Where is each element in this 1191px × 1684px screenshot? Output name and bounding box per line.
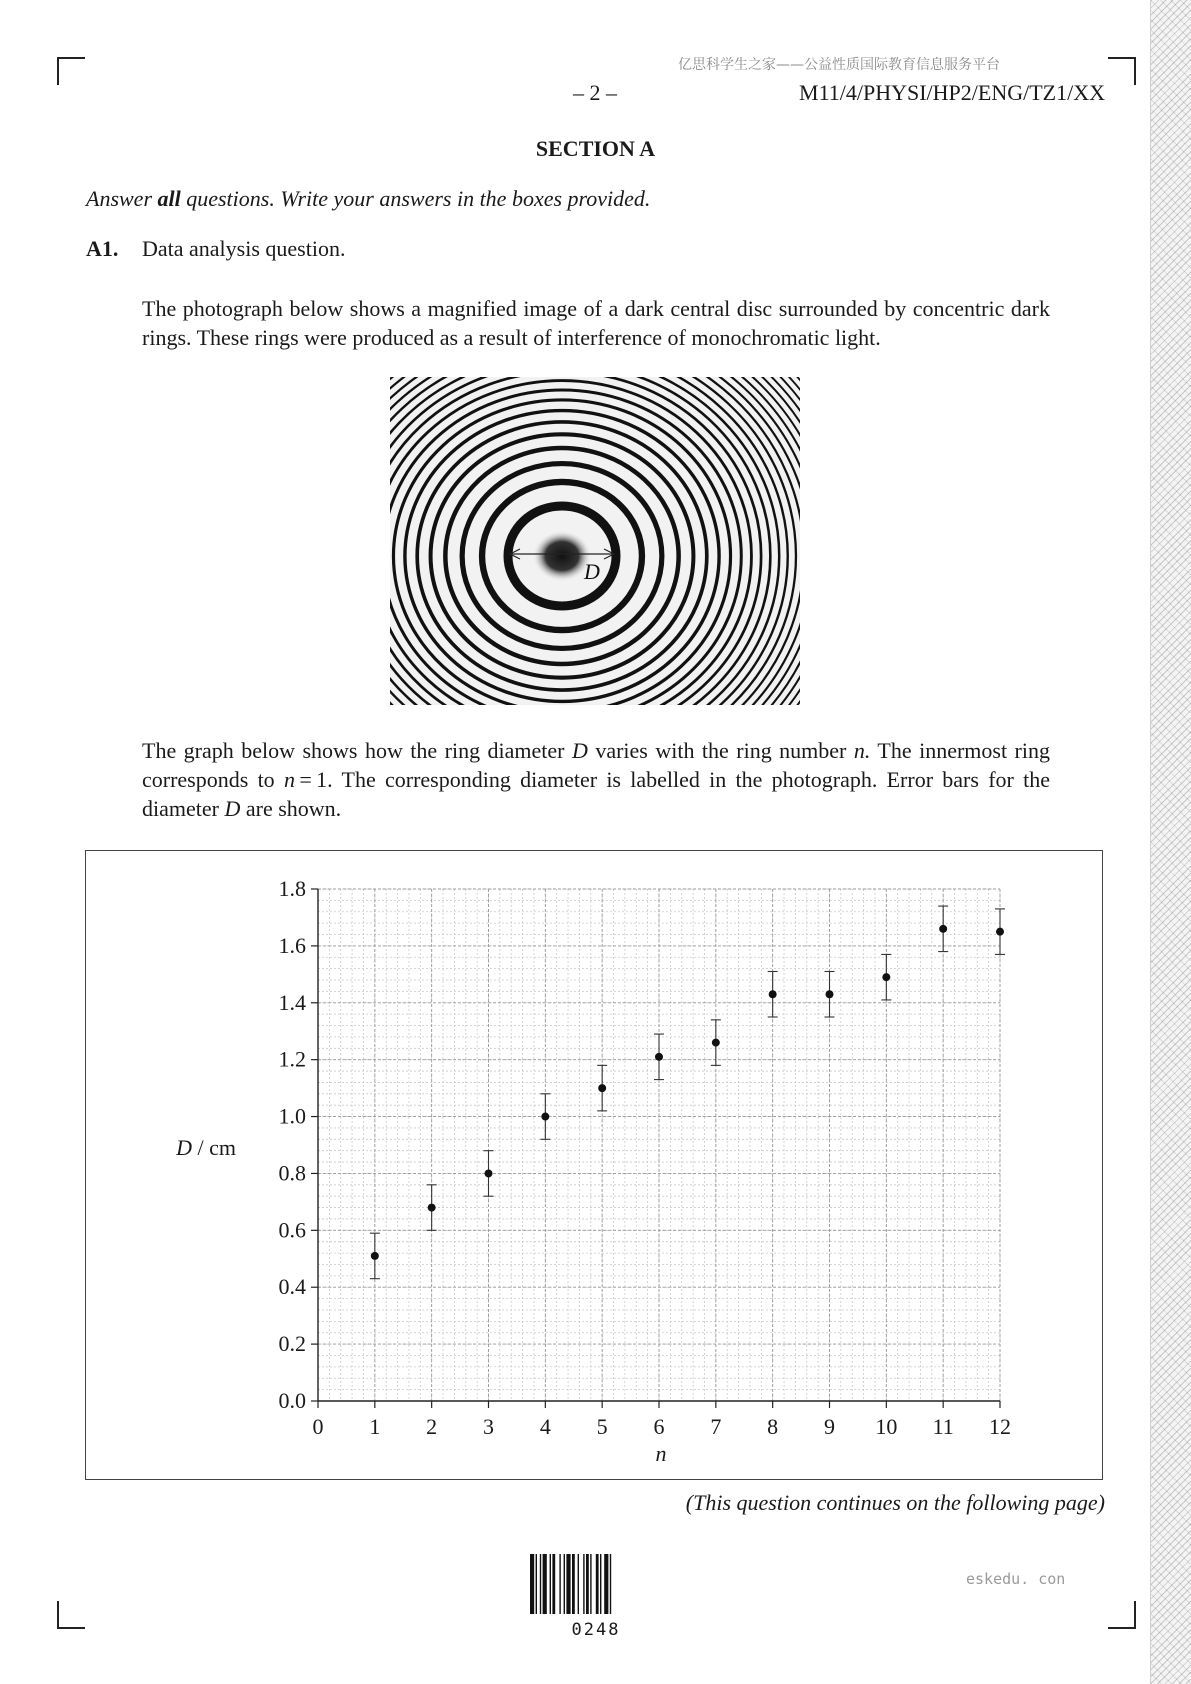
barcode-bar	[572, 1554, 575, 1614]
margin-strip	[1150, 0, 1191, 1684]
y-axis-label-unit: / cm	[192, 1135, 236, 1160]
x-tick-label: 7	[710, 1414, 722, 1439]
x-tick-label: 6	[653, 1414, 665, 1439]
barcode-bar	[540, 1554, 541, 1614]
y-tick-label: 0.8	[278, 1160, 306, 1186]
graph-description	[142, 736, 1050, 823]
data-point	[485, 1169, 493, 1177]
graph-desc-1: The graph below shows how the ring diameter	[142, 738, 572, 763]
central-disc	[532, 530, 592, 582]
barcode-bar	[552, 1554, 555, 1614]
y-tick-label: 0.6	[278, 1217, 306, 1243]
y-tick-label: 0.2	[278, 1331, 306, 1357]
barcode-bar	[610, 1554, 611, 1614]
crop-mark-top-left	[57, 57, 85, 85]
barcode-bar	[543, 1554, 547, 1614]
crop-mark-bottom-left	[57, 1601, 85, 1629]
graph-desc-5: are shown.	[240, 796, 342, 821]
data-marks	[370, 906, 1005, 1279]
data-point	[598, 1084, 606, 1092]
barcode-bar	[566, 1554, 570, 1614]
barcode-bar	[583, 1554, 584, 1614]
x-axis-label: n	[655, 1441, 667, 1466]
y-axis-label	[175, 1135, 236, 1160]
barcode-bar	[559, 1554, 560, 1614]
x-tick-label: 5	[596, 1414, 608, 1439]
data-point	[826, 990, 834, 998]
y-tick-label: 0.4	[278, 1274, 306, 1300]
y-tick-label: 1.8	[278, 876, 306, 901]
x-tick-label: 10	[875, 1414, 898, 1439]
data-point	[712, 1039, 720, 1047]
graph-desc-n1: n	[283, 767, 295, 792]
header-watermark: 亿思科学生之家——公益性质国际教育信息服务平台	[678, 57, 1000, 73]
barcode-bar	[604, 1554, 608, 1614]
data-point	[769, 990, 777, 998]
barcode-bar	[596, 1554, 599, 1614]
y-tick-label: 1.2	[278, 1046, 306, 1072]
graph-desc-eq: = 1.	[294, 767, 333, 792]
crop-mark-bottom-right	[1108, 1601, 1136, 1629]
instructions-bold: all	[157, 186, 181, 211]
x-tick-label: 4	[539, 1414, 551, 1439]
x-tick-label: 8	[767, 1414, 779, 1439]
barcode-bar	[564, 1554, 565, 1614]
y-tick-label: 1.0	[278, 1103, 306, 1129]
interference-photo	[390, 377, 800, 705]
axis-ticks	[279, 876, 1012, 1439]
graph-desc-d2: D	[224, 796, 241, 821]
graph-desc-d: D	[571, 738, 588, 763]
photo-label-d: D	[584, 559, 600, 584]
barcode-bar	[578, 1554, 579, 1614]
y-tick-label: 1.4	[278, 989, 306, 1015]
data-point	[882, 973, 890, 981]
graph-desc-3: The innermost ring corresponds to	[142, 738, 1050, 792]
barcode-bar	[530, 1554, 534, 1614]
data-point	[428, 1204, 436, 1212]
x-tick-label: 12	[989, 1414, 1011, 1439]
data-point	[996, 928, 1004, 936]
instructions	[86, 186, 650, 212]
question-number: A1.	[86, 236, 119, 261]
barcode-bar	[536, 1554, 537, 1614]
barcode-bar	[550, 1554, 551, 1614]
page-number: – 2 –	[573, 80, 617, 105]
paper-code: M11/4/PHYSI/HP2/ENG/TZ1/XX	[799, 80, 1105, 105]
question-intro: The photograph below shows a magnified image of a dark central disc surrounded by concentric dark rings. These rings were produced as a result of interference of monochromatic light.	[142, 296, 1050, 350]
graph-desc-2: varies with the ring number	[587, 738, 854, 763]
x-tick-label: 1	[369, 1414, 381, 1439]
barcode	[530, 1554, 662, 1614]
question-title: Data analysis question.	[142, 236, 346, 261]
section-title: SECTION A	[535, 136, 656, 161]
data-point	[655, 1053, 663, 1061]
data-point	[939, 925, 947, 933]
instructions-post: questions. Write your answers in the boxes provided.	[180, 186, 651, 211]
footer-watermark: eskedu. con	[966, 1570, 1066, 1588]
rings-image	[390, 377, 800, 705]
y-axis-label-var: D	[176, 1135, 192, 1160]
graph-desc-4: The corresponding diameter is labelled in the photograph. Error bars for the diameter	[142, 767, 1050, 821]
y-tick-label: 1.6	[278, 932, 306, 958]
barcode-number: 0248	[571, 1620, 621, 1640]
diameter-vs-ring-number-chart	[86, 851, 1102, 1479]
instructions-pre: Answer	[86, 186, 158, 211]
y-tick-label: 0.0	[278, 1388, 306, 1413]
data-point	[371, 1252, 379, 1260]
barcode-bar	[586, 1554, 589, 1614]
continue-note: (This question continues on the following page)	[685, 1490, 1105, 1515]
barcode-bar	[600, 1554, 601, 1614]
crop-mark-top-right	[1108, 57, 1136, 85]
graph-box	[85, 850, 1103, 1480]
x-tick-label: 3	[483, 1414, 494, 1439]
data-point	[541, 1113, 549, 1121]
barcode-bar	[590, 1554, 591, 1614]
x-tick-label: 2	[426, 1414, 438, 1439]
graph-desc-n: n.	[853, 738, 871, 763]
x-tick-label: 0	[312, 1414, 324, 1439]
x-tick-label: 11	[932, 1414, 954, 1439]
x-tick-label: 9	[824, 1414, 835, 1439]
